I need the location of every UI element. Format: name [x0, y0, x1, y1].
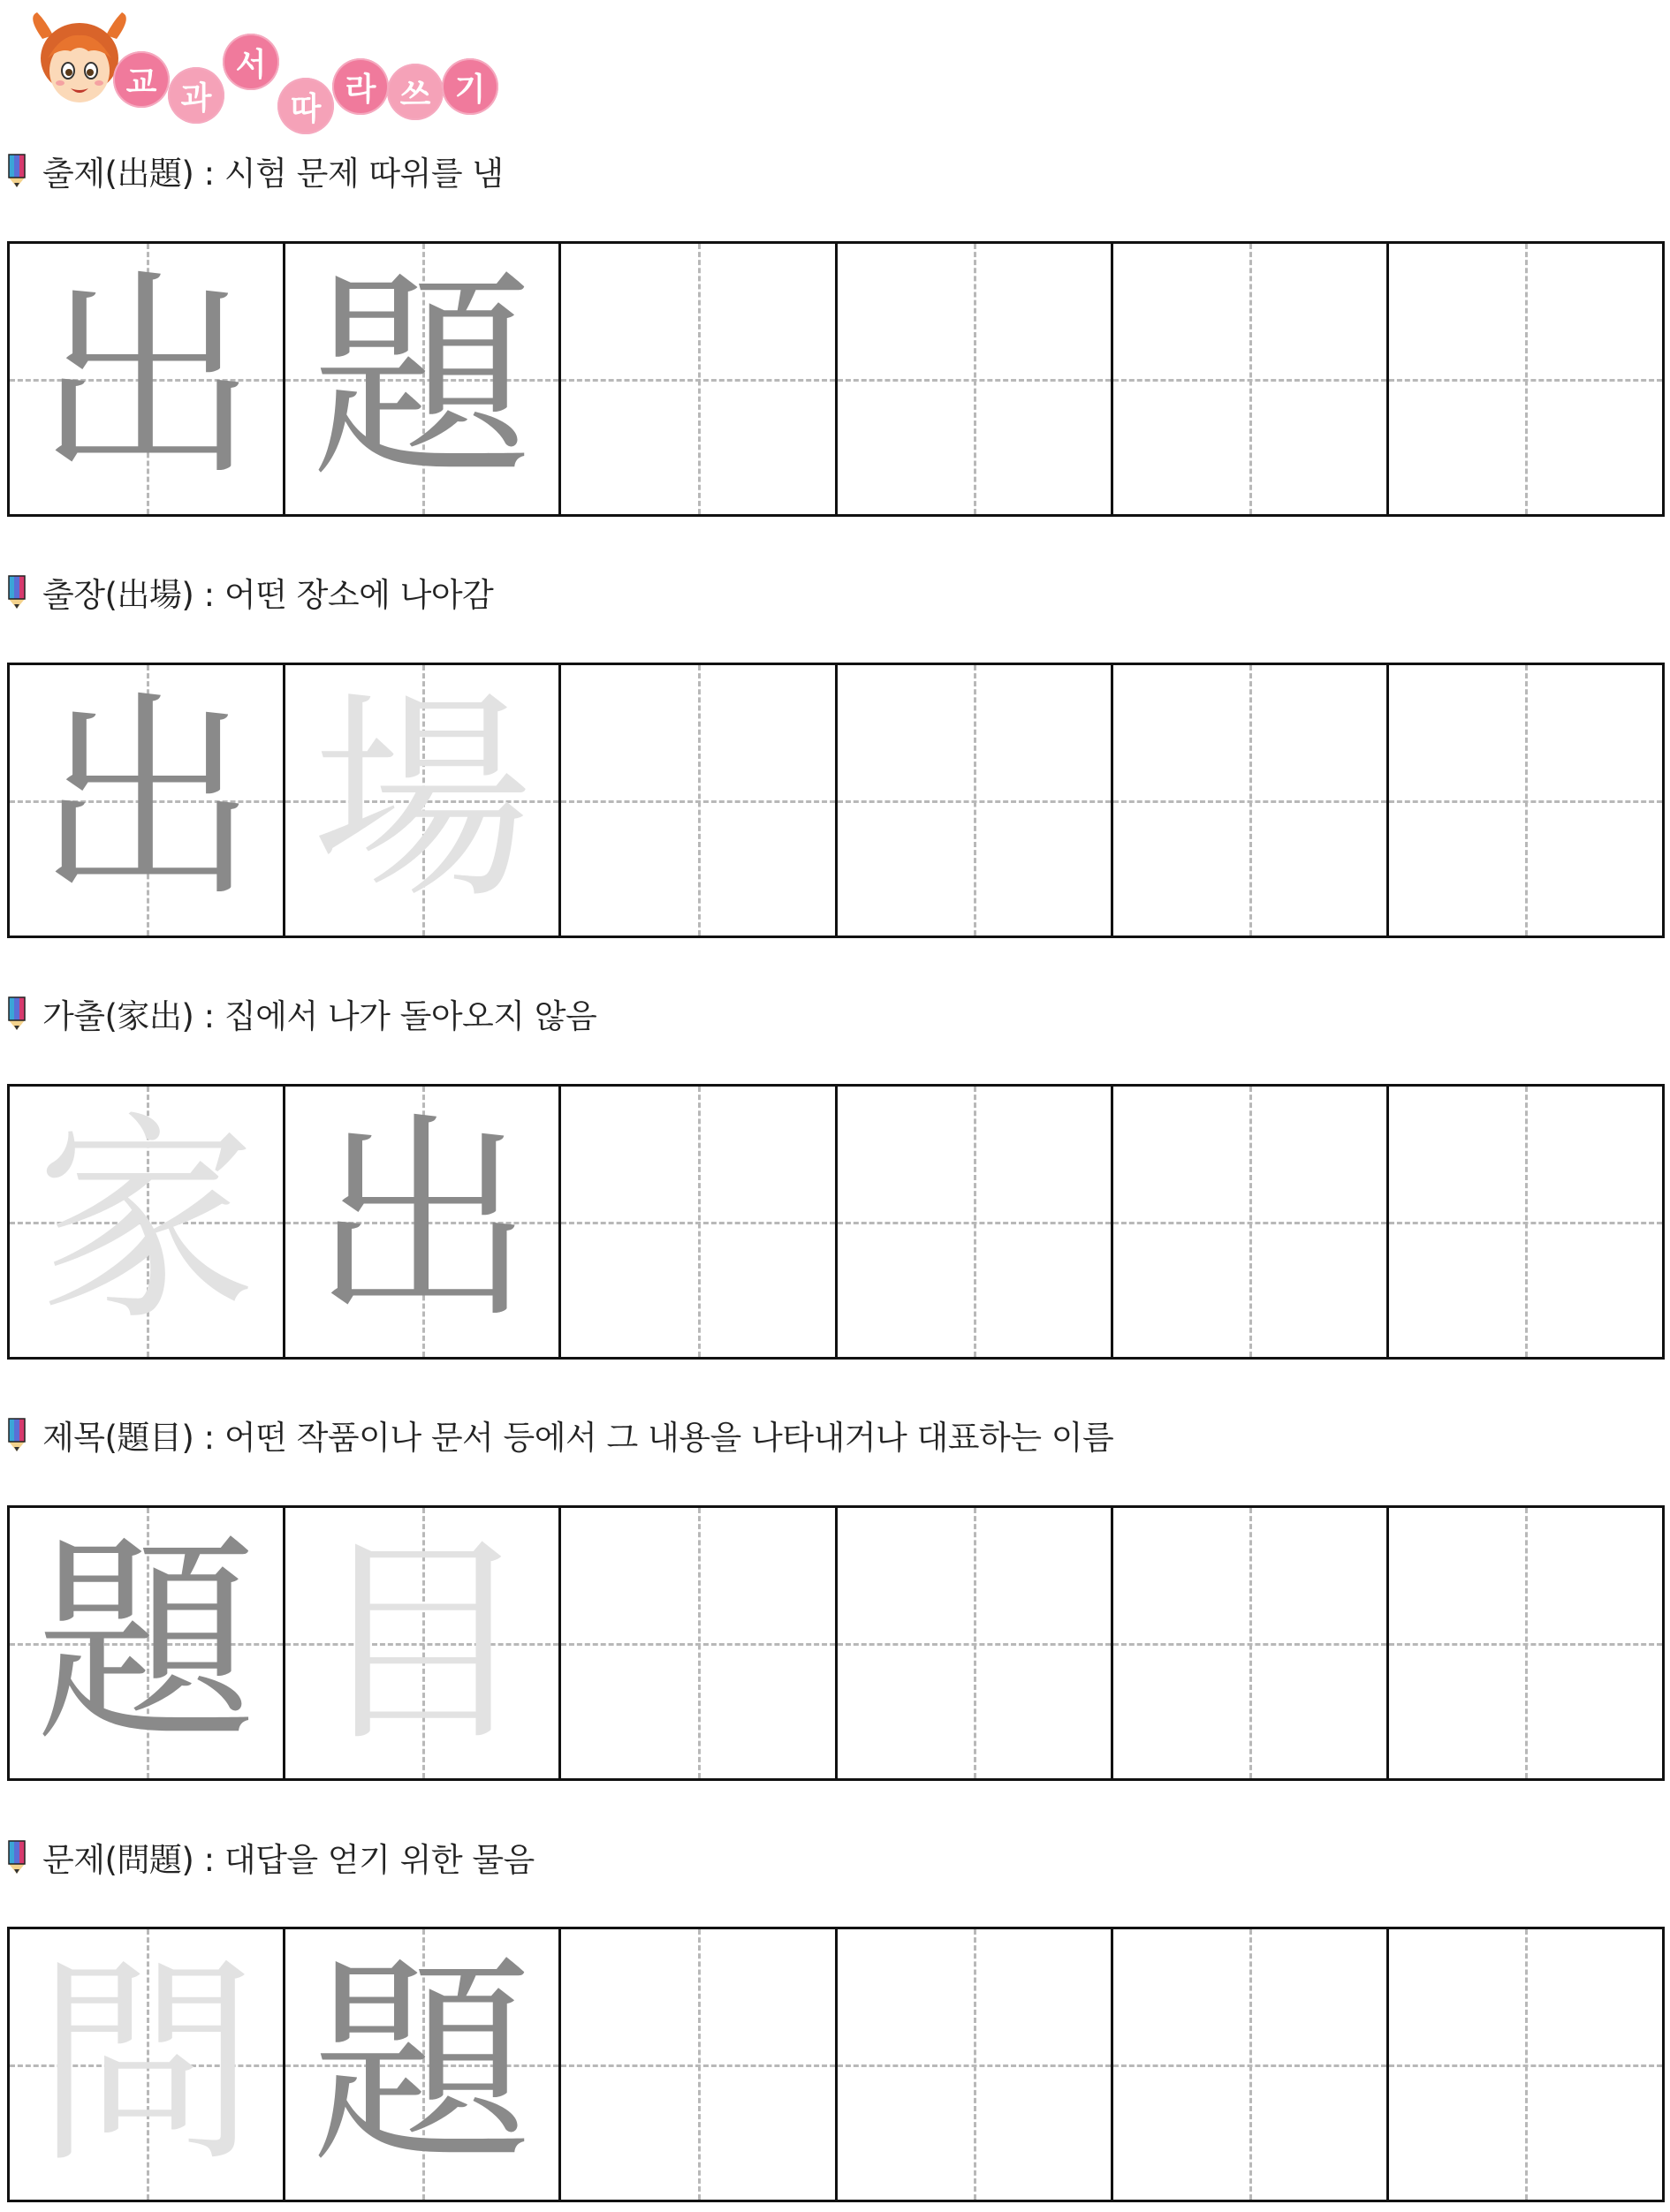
trace-cell — [10, 665, 285, 936]
guide-line-horizontal — [1389, 2064, 1662, 2067]
trace-cell — [285, 1508, 561, 1778]
guide-line-horizontal — [1113, 379, 1386, 382]
entry-definition: 출제(出題) : 시험 문제 따위를 냄 — [42, 155, 504, 193]
trace-cell — [285, 1087, 561, 1357]
entry-definition: 문제(問題) : 대답을 얻기 위한 물음 — [42, 1841, 535, 1879]
trace-character: 目 — [311, 1514, 533, 1771]
logo-letter-5: 라 — [332, 58, 389, 115]
logo-letter-1: 교 — [113, 51, 170, 108]
entry-definition: 제목(題目) : 어떤 작품이나 문서 등에서 그 내용을 나타내거나 대표하는 이름 — [42, 1419, 1114, 1457]
blank-practice-cell[interactable] — [838, 244, 1113, 514]
trace-character: 家 — [35, 1093, 257, 1350]
blank-practice-cell[interactable] — [561, 244, 837, 514]
guide-line-horizontal — [1113, 800, 1386, 803]
guide-line-horizontal — [838, 1222, 1111, 1224]
blank-practice-cell[interactable] — [1113, 665, 1389, 936]
trace-cell — [285, 665, 561, 936]
guide-line-horizontal — [1389, 1222, 1662, 1224]
entry-title-1 — [7, 148, 504, 193]
trace-character: 題 — [311, 250, 533, 507]
entry-definition: 출장(出場) : 어떤 장소에 나아감 — [42, 576, 494, 614]
pencil-icon — [7, 574, 27, 610]
trace-cell — [10, 1929, 285, 2200]
trace-character: 出 — [35, 250, 257, 507]
guide-line-horizontal — [838, 2064, 1111, 2067]
guide-line-horizontal — [838, 379, 1111, 382]
blank-practice-cell[interactable] — [838, 1508, 1113, 1778]
trace-character: 題 — [35, 1514, 257, 1771]
entry-definition: 가출(家出) : 집에서 나가 돌아오지 않음 — [42, 997, 597, 1035]
trace-cell — [285, 1929, 561, 2200]
logo — [27, 7, 486, 127]
guide-line-horizontal — [561, 1222, 834, 1224]
guide-line-horizontal — [561, 1643, 834, 1646]
guide-line-horizontal — [561, 379, 834, 382]
blank-practice-cell[interactable] — [1389, 1087, 1662, 1357]
writing-grid-4 — [7, 1505, 1665, 1781]
guide-line-horizontal — [838, 800, 1111, 803]
guide-line-horizontal — [1113, 1643, 1386, 1646]
writing-grid-2 — [7, 663, 1665, 938]
trace-character: 題 — [311, 1936, 533, 2193]
guide-line-horizontal — [561, 800, 834, 803]
blank-practice-cell[interactable] — [1113, 244, 1389, 514]
logo-letter-3: 서 — [223, 34, 279, 90]
trace-character: 問 — [35, 1936, 257, 2193]
pencil-icon — [7, 1417, 27, 1452]
blank-practice-cell[interactable] — [1389, 1929, 1662, 2200]
writing-grid-1 — [7, 241, 1665, 517]
pencil-icon — [7, 1839, 27, 1875]
blank-practice-cell[interactable] — [561, 1508, 837, 1778]
entry-title-2 — [7, 570, 493, 614]
blank-practice-cell[interactable] — [1389, 665, 1662, 936]
blank-practice-cell[interactable] — [838, 665, 1113, 936]
blank-practice-cell[interactable] — [1113, 1929, 1389, 2200]
blank-practice-cell[interactable] — [838, 1929, 1113, 2200]
girl-mascot-icon — [27, 12, 133, 114]
entry-title-3 — [7, 991, 596, 1035]
guide-line-horizontal — [1389, 1643, 1662, 1646]
blank-practice-cell[interactable] — [1113, 1087, 1389, 1357]
guide-line-horizontal — [1113, 1222, 1386, 1224]
blank-practice-cell[interactable] — [1389, 1508, 1662, 1778]
writing-grid-3 — [7, 1084, 1665, 1360]
trace-cell — [10, 1087, 285, 1357]
trace-cell — [10, 244, 285, 514]
blank-practice-cell[interactable] — [838, 1087, 1113, 1357]
trace-cell — [285, 244, 561, 514]
blank-practice-cell[interactable] — [561, 665, 837, 936]
logo-letter-2: 과 — [168, 67, 224, 124]
entry-title-4 — [7, 1413, 1113, 1457]
trace-cell — [10, 1508, 285, 1778]
writing-grid-5 — [7, 1927, 1665, 2202]
blank-practice-cell[interactable] — [561, 1087, 837, 1357]
guide-line-horizontal — [838, 1643, 1111, 1646]
logo-letter-4: 따 — [277, 78, 334, 134]
guide-line-horizontal — [561, 2064, 834, 2067]
blank-practice-cell[interactable] — [561, 1929, 837, 2200]
trace-character: 場 — [311, 671, 533, 928]
guide-line-horizontal — [1389, 800, 1662, 803]
blank-practice-cell[interactable] — [1113, 1508, 1389, 1778]
trace-character: 出 — [311, 1093, 533, 1350]
logo-letter-7: 기 — [442, 58, 498, 115]
entry-title-5 — [7, 1835, 535, 1879]
blank-practice-cell[interactable] — [1389, 244, 1662, 514]
guide-line-horizontal — [1389, 379, 1662, 382]
logo-letter-6: 쓰 — [387, 64, 444, 120]
guide-line-horizontal — [1113, 2064, 1386, 2067]
trace-character: 出 — [35, 671, 257, 928]
pencil-icon — [7, 996, 27, 1031]
pencil-icon — [7, 153, 27, 188]
